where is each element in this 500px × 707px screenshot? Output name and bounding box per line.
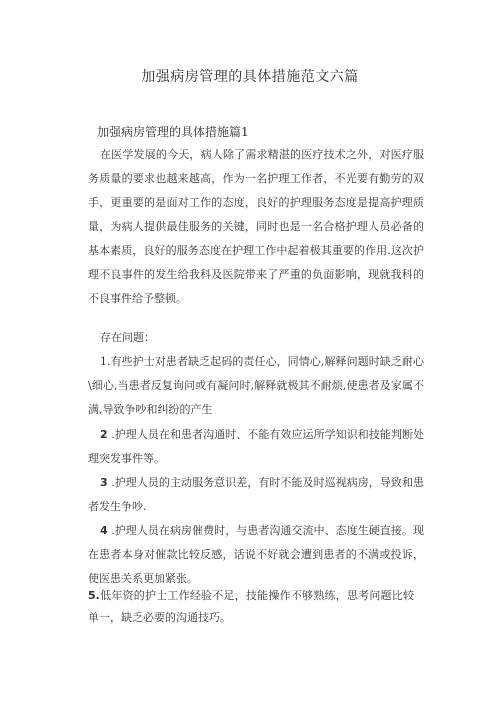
issue-item-1: 1.有些护士对患者缺乏起码的责任心，同情心,解释问题时缺乏耐心\细心,当患者反复询问或有凝问时,解释就极其不耐烦,使患者及家属不满,导致争吵和纠纷的产生: [88, 355, 424, 416]
issue-item-3-number: 3: [100, 476, 108, 489]
issue-item-4: [88, 519, 424, 591]
issue-item-2-number: 2: [100, 428, 108, 441]
issue-item-2: [88, 423, 424, 471]
issue-item-5: [88, 585, 414, 629]
issue-item-3-text: .护理人员的主动服务意识差，有时不能及时巡视病房，导致和患者发生争吵.: [88, 476, 424, 513]
issue-item-4-text: .护理人员在病房催费时，与患者沟通交流中、态度生硬直接。现在患者本身对催款比较反感，话说不好就会遭到患者的不满或投诉，使医患关系更加紧张。: [88, 524, 424, 585]
section-title: 加强病房管理的具体措施篇1: [97, 125, 249, 139]
issue-item-4-number: 4: [100, 524, 108, 537]
document-title: 加强病房管理的具体措施范文六篇: [141, 69, 359, 85]
issue-item-5-number: 5.: [88, 589, 100, 602]
intro-paragraph: 在医学发展的今天，病人除了需求精湛的医疗技术之外，对医疗服务质量的要求也越来越高，作为一名护理工作者，不光要有勤劳的双手，更重要的是面对工作的态度，良好的护理服务态度是提高护理质量，为病人提供最佳服务的关键，同时也是一名合格护理人员必备的基本素质，良好的服务态度在护理工作中起着极其重要的作用.这次护理不良事件的发生给我科及医院带来了严重的负面影响，现就我科的不良事件给予整顿。: [88, 148, 424, 305]
issue-item-3: [88, 471, 424, 519]
issue-item-2-text: .护理人员在和患者沟通时、不能有效应运所学知识和技能判断处理突发事件等。: [88, 428, 424, 465]
issues-heading: 存在问题：: [100, 331, 155, 344]
issue-item-5-text: 低年资的护士工作经验不足，技能操作不够熟练，思考问题比较单一，缺乏必要的沟通技巧。: [88, 589, 414, 624]
